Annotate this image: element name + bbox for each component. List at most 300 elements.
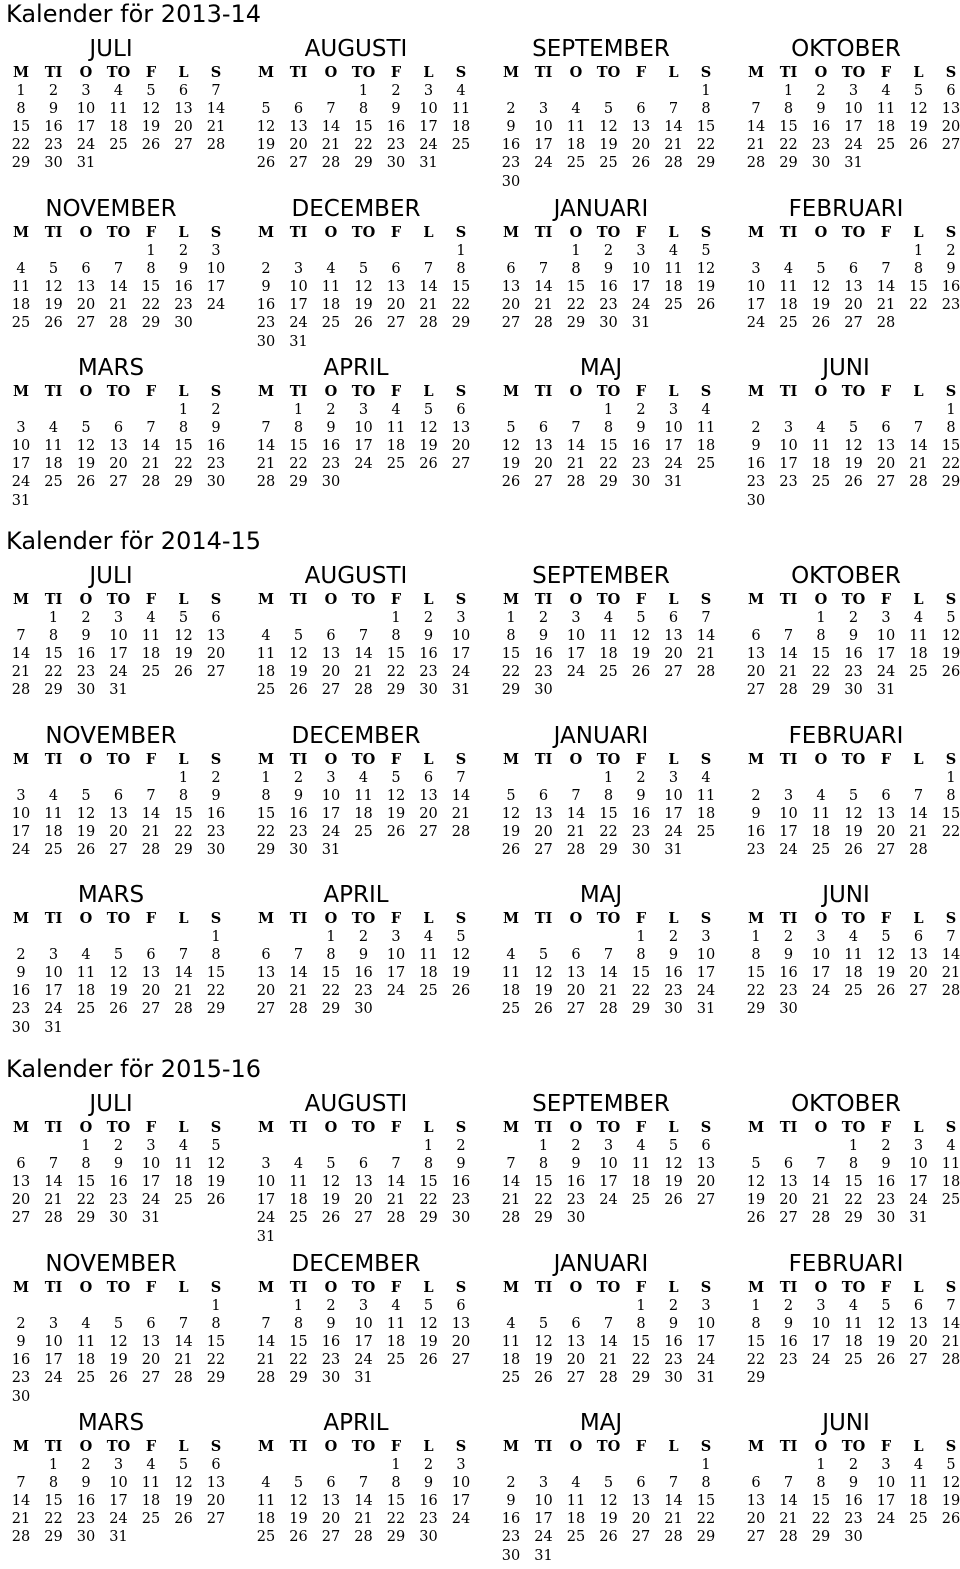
weekday-header: L [913, 751, 924, 768]
day-number: 3 [146, 1138, 156, 1154]
day-number: 7 [668, 101, 679, 118]
month-title: OKTOBER [791, 1091, 901, 1117]
day-number: 30 [779, 1001, 798, 1018]
weekday-header: TO [106, 64, 131, 81]
day-number: 5 [848, 420, 859, 437]
day-number: 8 [816, 1475, 826, 1492]
day-number: 27 [419, 824, 438, 841]
weekday-header: S [455, 383, 467, 400]
day-number: 18 [386, 1334, 406, 1351]
day-number: 16 [844, 1493, 863, 1510]
day-number: 25 [811, 842, 831, 859]
day-number: 10 [779, 806, 798, 823]
weekday-header: TO [596, 910, 621, 927]
day-number: 6 [881, 788, 891, 805]
day-number: 13 [941, 101, 960, 118]
day-number: 17 [811, 1334, 831, 1351]
day-number: 15 [696, 1493, 716, 1510]
day-number: 26 [109, 1370, 128, 1387]
day-number: 6 [751, 628, 761, 645]
day-number: 19 [321, 1192, 341, 1209]
day-number: 25 [321, 315, 341, 332]
day-number: 29 [534, 1210, 553, 1227]
day-number: 10 [109, 1475, 128, 1492]
day-number: 8 [946, 420, 956, 437]
day-number: 5 [391, 770, 401, 786]
weekday-header: L [423, 591, 434, 608]
month-block [251, 34, 471, 177]
day-number: 4 [701, 770, 711, 786]
weekday-header: F [635, 910, 647, 927]
day-number: 20 [696, 1174, 716, 1191]
weekday-header: TI [44, 1279, 63, 1296]
day-number: 27 [876, 474, 896, 491]
day-number: 26 [386, 824, 406, 841]
day-number: 18 [811, 824, 831, 841]
weekday-header: F [635, 591, 647, 608]
day-number: 22 [779, 137, 798, 154]
day-number: 3 [261, 1156, 271, 1173]
day-number: 11 [386, 420, 406, 437]
day-number: 20 [109, 824, 128, 841]
weekday-header: S [210, 64, 222, 81]
day-number: 28 [566, 842, 586, 859]
weekday-header: TI [289, 1438, 308, 1455]
month-title: JUNI [822, 355, 870, 381]
day-number: 17 [631, 279, 651, 296]
weekday-header: O [569, 383, 583, 400]
month-title: SEPTEMBER [532, 1091, 670, 1117]
weekday-header: TO [351, 910, 376, 927]
day-number: 7 [571, 420, 581, 437]
day-number: 9 [178, 261, 189, 278]
day-number: 13 [631, 119, 651, 136]
month-block [741, 34, 960, 177]
weekday-header: TO [106, 1119, 131, 1136]
weekday-header: TI [44, 591, 63, 608]
day-number: 24 [76, 137, 96, 154]
weekday-header: TI [289, 64, 308, 81]
weekday-header: F [635, 751, 647, 768]
day-number: 22 [941, 824, 960, 841]
month-block [741, 353, 960, 514]
weekday-header: O [814, 1438, 828, 1455]
day-number: 11 [109, 101, 128, 118]
day-number: 8 [946, 788, 956, 805]
day-number: 14 [811, 1174, 831, 1191]
day-number: 27 [289, 155, 308, 172]
day-number: 23 [11, 1370, 31, 1387]
month-block [496, 353, 716, 496]
day-number: 29 [844, 1210, 863, 1227]
month-title: OKTOBER [791, 563, 901, 589]
day-number: 8 [571, 261, 581, 278]
day-number: 23 [11, 1001, 31, 1018]
weekday-header: TO [596, 383, 621, 400]
day-number: 28 [11, 1529, 31, 1546]
day-number: 15 [746, 1334, 766, 1351]
weekday-header: F [390, 910, 402, 927]
day-number: 2 [668, 1298, 679, 1314]
weekday-header: L [178, 1438, 189, 1455]
day-number: 2 [603, 243, 614, 259]
day-number: 19 [109, 1352, 128, 1369]
weekday-header: M [12, 224, 30, 241]
day-number: 1 [391, 1457, 401, 1473]
day-number: 19 [76, 824, 96, 841]
weekday-header: O [79, 751, 93, 768]
day-number: 28 [11, 682, 31, 699]
day-number: 17 [811, 965, 831, 982]
day-number: 17 [256, 1192, 276, 1209]
day-number: 23 [779, 474, 798, 491]
day-number: 20 [321, 664, 341, 681]
day-number: 31 [534, 1547, 553, 1564]
day-number: 16 [321, 438, 341, 455]
day-number: 5 [506, 788, 516, 805]
day-number: 7 [178, 1316, 189, 1333]
day-number: 17 [451, 1493, 471, 1510]
day-number: 25 [696, 456, 716, 473]
weekday-header: F [390, 1279, 402, 1296]
day-number: 21 [534, 297, 553, 314]
weekday-header: M [12, 64, 30, 81]
day-number: 13 [174, 101, 193, 118]
day-number: 7 [701, 610, 711, 626]
day-number: 5 [178, 610, 189, 626]
day-number: 22 [566, 297, 586, 314]
weekday-header: TI [534, 1119, 553, 1136]
day-number: 23 [289, 824, 308, 841]
weekday-header: F [390, 591, 402, 608]
day-number: 25 [599, 155, 618, 172]
weekday-header: S [700, 224, 712, 241]
day-number: 3 [456, 1457, 466, 1473]
day-number: 16 [419, 1493, 438, 1510]
day-number: 14 [664, 1493, 683, 1510]
weekday-header: S [210, 224, 222, 241]
day-number: 29 [451, 315, 471, 332]
month-title: JANUARI [553, 196, 649, 222]
weekday-header: M [747, 1119, 765, 1136]
day-number: 24 [811, 983, 831, 1000]
day-number: 19 [76, 456, 96, 473]
day-number: 13 [206, 628, 226, 645]
day-number: 13 [109, 806, 128, 823]
day-number: 11 [696, 788, 716, 805]
day-number: 16 [664, 1334, 683, 1351]
day-number: 26 [501, 474, 521, 491]
day-number: 27 [501, 315, 521, 332]
day-number: 17 [11, 456, 31, 473]
day-number: 9 [456, 1156, 466, 1173]
day-number: 29 [501, 682, 521, 699]
day-number: 5 [358, 261, 369, 278]
day-number: 21 [696, 646, 716, 663]
weekday-header: TI [289, 910, 308, 927]
day-number: 30 [76, 682, 96, 699]
day-number: 2 [326, 1298, 336, 1314]
day-number: 17 [534, 137, 553, 154]
day-number: 6 [506, 261, 516, 278]
day-number: 29 [599, 474, 618, 491]
day-number: 8 [848, 1156, 859, 1173]
weekday-header: O [79, 224, 93, 241]
weekday-header: M [12, 383, 30, 400]
day-number: 7 [946, 929, 956, 945]
day-number: 11 [76, 1334, 96, 1351]
day-number: 28 [451, 824, 471, 841]
weekday-header: TI [534, 591, 553, 608]
day-number: 25 [386, 1352, 406, 1369]
day-number: 29 [44, 682, 63, 699]
day-number: 17 [534, 1511, 553, 1528]
day-number: 8 [261, 788, 271, 805]
day-number: 7 [668, 1475, 679, 1492]
day-number: 11 [76, 965, 96, 982]
day-number: 5 [538, 947, 549, 964]
day-number: 22 [501, 664, 521, 681]
day-number: 28 [44, 1210, 63, 1227]
day-number: 17 [354, 1334, 373, 1351]
day-number: 24 [109, 1511, 128, 1528]
day-number: 19 [141, 119, 161, 136]
day-number: 14 [11, 1493, 31, 1510]
day-number: 3 [751, 261, 761, 278]
weekday-header: M [747, 910, 765, 927]
day-number: 18 [141, 646, 161, 663]
day-number: 13 [289, 119, 308, 136]
day-number: 27 [696, 1192, 716, 1209]
day-number: 19 [501, 824, 521, 841]
weekday-header: O [814, 751, 828, 768]
day-number: 1 [636, 1298, 646, 1314]
day-number: 16 [321, 1334, 341, 1351]
day-number: 19 [844, 824, 863, 841]
weekday-header: S [210, 1119, 222, 1136]
day-number: 4 [506, 1316, 516, 1333]
day-number: 2 [16, 947, 26, 964]
day-number: 27 [451, 1352, 471, 1369]
day-number: 17 [664, 438, 683, 455]
day-number: 15 [451, 279, 471, 296]
month-title: JULI [89, 563, 133, 589]
day-number: 9 [211, 788, 221, 805]
day-number: 21 [501, 1192, 521, 1209]
day-number: 11 [696, 420, 716, 437]
weekday-header: L [423, 1119, 434, 1136]
day-number: 1 [751, 1298, 761, 1314]
month-block [251, 1249, 471, 1392]
day-number: 1 [293, 1298, 304, 1314]
day-number: 16 [664, 965, 683, 982]
day-number: 8 [391, 1475, 401, 1492]
day-number: 29 [746, 1001, 766, 1018]
day-number: 26 [696, 297, 716, 314]
day-number: 14 [941, 1316, 960, 1333]
day-number: 4 [881, 83, 891, 99]
weekday-header: S [700, 1279, 712, 1296]
day-number: 20 [354, 1192, 373, 1209]
weekday-header: TI [779, 64, 798, 81]
day-number: 20 [909, 965, 928, 982]
day-number: 14 [141, 438, 161, 455]
month-block [6, 1408, 226, 1551]
weekday-header: F [390, 1119, 402, 1136]
day-number: 2 [946, 243, 956, 259]
day-number: 23 [631, 824, 651, 841]
day-number: 10 [566, 628, 586, 645]
day-number: 23 [941, 297, 960, 314]
day-number: 16 [76, 1493, 96, 1510]
day-number: 22 [354, 137, 373, 154]
weekday-header: TO [841, 1279, 866, 1296]
day-number: 19 [206, 1174, 226, 1191]
day-number: 15 [501, 646, 521, 663]
day-number: 7 [456, 770, 466, 786]
day-number: 27 [746, 1529, 766, 1546]
weekday-header: M [502, 751, 520, 768]
day-number: 4 [603, 610, 614, 626]
day-number: 25 [451, 137, 471, 154]
day-number: 22 [44, 1511, 63, 1528]
day-number: 21 [566, 456, 586, 473]
day-number: 12 [109, 1334, 128, 1351]
weekday-header: TO [106, 383, 131, 400]
day-number: 22 [746, 983, 766, 1000]
day-number: 2 [848, 1457, 859, 1473]
day-number: 23 [354, 983, 373, 1000]
day-number: 15 [599, 438, 618, 455]
day-number: 13 [501, 279, 521, 296]
day-number: 15 [289, 1334, 308, 1351]
day-number: 20 [631, 137, 651, 154]
day-number: 11 [811, 806, 831, 823]
day-number: 12 [76, 806, 96, 823]
day-number: 2 [636, 770, 646, 786]
day-number: 22 [289, 1352, 308, 1369]
day-number: 11 [354, 788, 373, 805]
weekday-header: TO [351, 1119, 376, 1136]
day-number: 22 [696, 1511, 716, 1528]
day-number: 19 [746, 1192, 766, 1209]
day-number: 16 [746, 456, 766, 473]
day-number: 20 [174, 119, 193, 136]
weekday-header: S [945, 751, 957, 768]
day-number: 11 [811, 438, 831, 455]
day-number: 25 [501, 1370, 521, 1387]
day-number: 2 [391, 83, 401, 99]
weekday-header: TI [534, 383, 553, 400]
month-title: MAJ [579, 355, 623, 381]
day-number: 2 [178, 243, 189, 259]
day-number: 1 [913, 243, 924, 259]
day-number: 25 [11, 315, 31, 332]
day-number: 8 [783, 101, 794, 118]
day-number: 9 [848, 1475, 859, 1492]
day-number: 20 [779, 1192, 798, 1209]
day-number: 2 [506, 101, 516, 118]
day-number: 27 [534, 842, 553, 859]
weekday-header: M [747, 1438, 765, 1455]
day-number: 30 [419, 682, 438, 699]
day-number: 25 [599, 664, 618, 681]
month-title: JANUARI [553, 1251, 649, 1277]
day-number: 3 [881, 610, 891, 626]
day-number: 15 [746, 965, 766, 982]
day-number: 29 [289, 1370, 308, 1387]
day-number: 5 [881, 929, 891, 945]
weekday-header: M [747, 64, 765, 81]
day-number: 21 [174, 983, 193, 1000]
day-number: 24 [631, 297, 651, 314]
day-number: 13 [141, 1334, 161, 1351]
day-number: 28 [941, 983, 960, 1000]
day-number: 20 [941, 119, 960, 136]
day-number: 1 [848, 1138, 859, 1154]
day-number: 13 [844, 279, 863, 296]
day-number: 14 [256, 1334, 276, 1351]
day-number: 27 [354, 1210, 373, 1227]
day-number: 26 [501, 842, 521, 859]
day-number: 30 [631, 842, 651, 859]
day-number: 28 [599, 1001, 618, 1018]
day-number: 1 [816, 1457, 826, 1473]
day-number: 15 [174, 438, 193, 455]
weekday-header: M [257, 1119, 275, 1136]
day-number: 25 [141, 664, 161, 681]
day-number: 16 [566, 1174, 586, 1191]
day-number: 17 [206, 279, 226, 296]
day-number: 11 [321, 279, 341, 296]
weekday-header: L [913, 1119, 924, 1136]
day-number: 2 [261, 261, 271, 278]
day-number: 7 [146, 420, 156, 437]
weekday-header: S [945, 224, 957, 241]
day-number: 14 [909, 438, 928, 455]
day-number: 15 [321, 965, 341, 982]
day-number: 17 [844, 119, 863, 136]
day-number: 7 [603, 947, 614, 964]
day-number: 5 [178, 1457, 189, 1473]
day-number: 3 [701, 929, 711, 945]
day-number: 12 [44, 279, 63, 296]
day-number: 5 [751, 1156, 761, 1173]
day-number: 4 [16, 261, 26, 278]
day-number: 23 [451, 1192, 471, 1209]
day-number: 2 [211, 770, 221, 786]
weekday-header: TO [841, 591, 866, 608]
weekday-header: F [880, 1119, 892, 1136]
day-number: 16 [501, 137, 521, 154]
day-number: 9 [48, 101, 59, 118]
weekday-header: O [324, 383, 338, 400]
weekday-header: F [635, 64, 647, 81]
day-number: 29 [419, 1210, 438, 1227]
day-number: 19 [174, 646, 193, 663]
day-number: 13 [386, 279, 406, 296]
day-number: 14 [419, 279, 438, 296]
weekday-header: S [945, 1119, 957, 1136]
day-number: 17 [451, 646, 471, 663]
month-title: MAJ [579, 882, 623, 908]
day-number: 29 [941, 474, 960, 491]
weekday-header: L [423, 751, 434, 768]
weekday-header: L [423, 64, 434, 81]
day-number: 25 [141, 1511, 161, 1528]
day-number: 16 [876, 1174, 896, 1191]
day-number: 15 [844, 1174, 863, 1191]
